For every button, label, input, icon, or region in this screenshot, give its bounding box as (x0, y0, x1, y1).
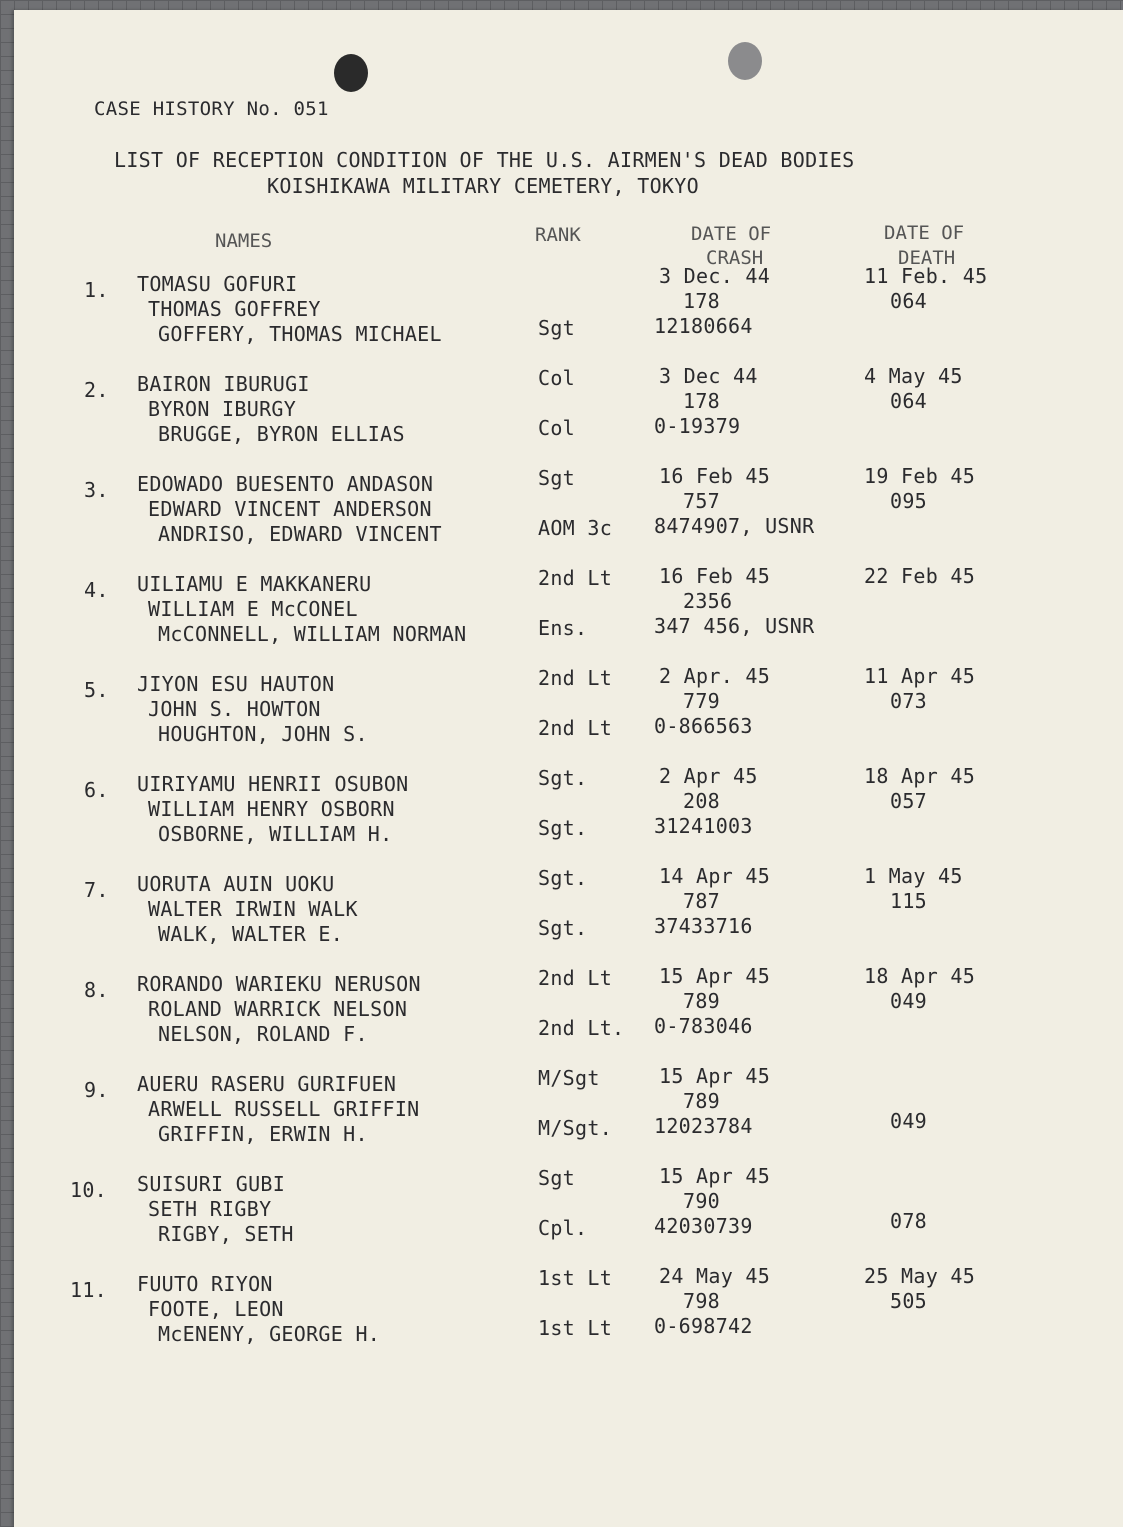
serial-number: 12180664 (654, 314, 753, 338)
death-code: 057 (890, 789, 928, 813)
entry-number: 4. (84, 578, 109, 602)
japanese-transliterated-name: JIYON ESU HAUTON (137, 672, 335, 696)
serial-number: 0-698742 (654, 1314, 753, 1338)
japanese-transliterated-name: BAIRON IBURUGI (137, 372, 310, 396)
list-title: LIST OF RECEPTION CONDITION OF THE U.S. AIRMEN'S DEAD BODIES (114, 148, 855, 172)
japanese-transliterated-name: SUISURI GUBI (137, 1172, 286, 1196)
crash-code: 178 (683, 389, 721, 413)
official-name: NELSON, ROLAND F. (158, 1022, 368, 1046)
crash-date: 24 May 45 (659, 1264, 771, 1288)
death-code: 073 (890, 689, 928, 713)
crash-code: 798 (683, 1289, 721, 1313)
death-date: 11 Apr 45 (864, 664, 976, 688)
names-column-header: NAMES (215, 230, 273, 252)
rank-value: Col (538, 366, 576, 390)
serial-number: 31241003 (654, 814, 753, 838)
japanese-transliterated-name: UIRIYAMU HENRII OSUBON (137, 772, 409, 796)
rank-value: Sgt. (538, 866, 588, 890)
rank-value: 1st Lt (538, 1266, 613, 1290)
japanese-transliterated-name: FUUTO RIYON (137, 1272, 273, 1296)
crash-date: 15 Apr 45 (659, 1064, 771, 1088)
document-page (14, 10, 1123, 1527)
entry-number: 3. (84, 478, 109, 502)
english-name: EDWARD VINCENT ANDERSON (148, 497, 432, 521)
english-name: FOOTE, LEON (148, 1297, 284, 1321)
crash-code: 787 (683, 889, 721, 913)
official-name: ANDRISO, EDWARD VINCENT (158, 522, 442, 546)
japanese-transliterated-name: UORUTA AUIN UOKU (137, 872, 335, 896)
crash-code: 779 (683, 689, 721, 713)
death-code: 078 (890, 1209, 928, 1233)
list-subtitle: KOISHIKAWA MILITARY CEMETERY, TOKYO (267, 174, 699, 198)
death-code: 049 (890, 1109, 928, 1133)
death-code: 115 (890, 889, 928, 913)
japanese-transliterated-name: RORANDO WARIEKU NERUSON (137, 972, 421, 996)
death-date: 1 May 45 (864, 864, 963, 888)
official-name: GOFFERY, THOMAS MICHAEL (158, 322, 442, 346)
rank-value: Sgt (538, 1166, 576, 1190)
rank-value: 1st Lt (538, 1316, 613, 1340)
crash-column-header: DATE OF (691, 223, 772, 245)
punch-hole (728, 42, 762, 80)
death-date: 4 May 45 (864, 364, 963, 388)
entry-number: 10. (70, 1178, 108, 1202)
english-name: ARWELL RUSSELL GRIFFIN (148, 1097, 420, 1121)
official-name: BRUGGE, BYRON ELLIAS (158, 422, 405, 446)
english-name: SETH RIGBY (148, 1197, 272, 1221)
rank-value: Ens. (538, 616, 588, 640)
rank-value: Sgt. (538, 916, 588, 940)
death-date: 18 Apr 45 (864, 964, 976, 988)
entry-number: 11. (70, 1278, 108, 1302)
crash-date: 14 Apr 45 (659, 864, 771, 888)
death-code: 095 (890, 489, 928, 513)
crash-date: 3 Dec 44 (659, 364, 758, 388)
serial-number: 12023784 (654, 1114, 753, 1138)
crash-code: 757 (683, 489, 721, 513)
entry-number: 2. (84, 378, 109, 402)
crash-date: 2 Apr 45 (659, 764, 758, 788)
entry-number: 7. (84, 878, 109, 902)
rank-value: Sgt. (538, 816, 588, 840)
death-code: 505 (890, 1289, 928, 1313)
entry-number: 9. (84, 1078, 109, 1102)
entry-number: 5. (84, 678, 109, 702)
rank-column-header: RANK (535, 224, 581, 246)
serial-number: 42030739 (654, 1214, 753, 1238)
rank-value: Col (538, 416, 576, 440)
death-date: 11 Feb. 45 (864, 264, 988, 288)
crash-date: 15 Apr 45 (659, 1164, 771, 1188)
rank-value: Sgt. (538, 766, 588, 790)
japanese-transliterated-name: UILIAMU E MAKKANERU (137, 572, 372, 596)
official-name: OSBORNE, WILLIAM H. (158, 822, 393, 846)
crash-date: 3 Dec. 44 (659, 264, 771, 288)
rank-value: AOM 3c (538, 516, 613, 540)
entry-number: 6. (84, 778, 109, 802)
official-name: McENENY, GEORGE H. (158, 1322, 381, 1346)
crash-code: 789 (683, 1089, 721, 1113)
rank-value: Cpl. (538, 1216, 588, 1240)
crash-code: 789 (683, 989, 721, 1013)
official-name: WALK, WALTER E. (158, 922, 344, 946)
rank-value: 2nd Lt (538, 966, 613, 990)
death-date: 18 Apr 45 (864, 764, 976, 788)
english-name: THOMAS GOFFREY (148, 297, 321, 321)
death-column-header: DATE OF (884, 222, 965, 244)
crash-date: 16 Feb 45 (659, 464, 771, 488)
official-name: GRIFFIN, ERWIN H. (158, 1122, 368, 1146)
punch-hole (334, 54, 368, 92)
rank-value: Sgt (538, 316, 576, 340)
rank-value: 2nd Lt (538, 566, 613, 590)
rank-value: 2nd Lt (538, 666, 613, 690)
official-name: RIGBY, SETH (158, 1222, 294, 1246)
rank-value: 2nd Lt. (538, 1016, 625, 1040)
serial-number: 347 456, USNR (654, 614, 815, 638)
death-code: 064 (890, 289, 928, 313)
japanese-transliterated-name: EDOWADO BUESENTO ANDASON (137, 472, 434, 496)
death-date: 25 May 45 (864, 1264, 976, 1288)
english-name: BYRON IBURGY (148, 397, 297, 421)
rank-value: Sgt (538, 466, 576, 490)
rank-value: M/Sgt. (538, 1116, 613, 1140)
case-history-title: CASE HISTORY No. 051 (94, 98, 329, 120)
serial-number: 0-19379 (654, 414, 741, 438)
rank-value: M/Sgt (538, 1066, 600, 1090)
japanese-transliterated-name: AUERU RASERU GURIFUEN (137, 1072, 397, 1096)
crash-date: 2 Apr. 45 (659, 664, 771, 688)
english-name: WILLIAM E McCONEL (148, 597, 358, 621)
crash-code: 2356 (683, 589, 733, 613)
serial-number: 8474907, USNR (654, 514, 815, 538)
official-name: McCONNELL, WILLIAM NORMAN (158, 622, 467, 646)
serial-number: 0-866563 (654, 714, 753, 738)
english-name: ROLAND WARRICK NELSON (148, 997, 408, 1021)
english-name: WILLIAM HENRY OSBORN (148, 797, 395, 821)
death-date: 22 Feb 45 (864, 564, 976, 588)
japanese-transliterated-name: TOMASU GOFURI (137, 272, 298, 296)
english-name: WALTER IRWIN WALK (148, 897, 358, 921)
crash-date: 16 Feb 45 (659, 564, 771, 588)
entry-number: 1. (84, 278, 109, 302)
english-name: JOHN S. HOWTON (148, 697, 321, 721)
entry-number: 8. (84, 978, 109, 1002)
death-date: 19 Feb 45 (864, 464, 976, 488)
crash-code: 790 (683, 1189, 721, 1213)
serial-number: 0-783046 (654, 1014, 753, 1038)
official-name: HOUGHTON, JOHN S. (158, 722, 368, 746)
crash-date: 15 Apr 45 (659, 964, 771, 988)
death-column-header-2: DEATH (898, 247, 956, 269)
crash-code: 178 (683, 289, 721, 313)
crash-column-header-2: CRASH (706, 247, 764, 269)
death-code: 064 (890, 389, 928, 413)
serial-number: 37433716 (654, 914, 753, 938)
rank-value: 2nd Lt (538, 716, 613, 740)
crash-code: 208 (683, 789, 721, 813)
death-code: 049 (890, 989, 928, 1013)
